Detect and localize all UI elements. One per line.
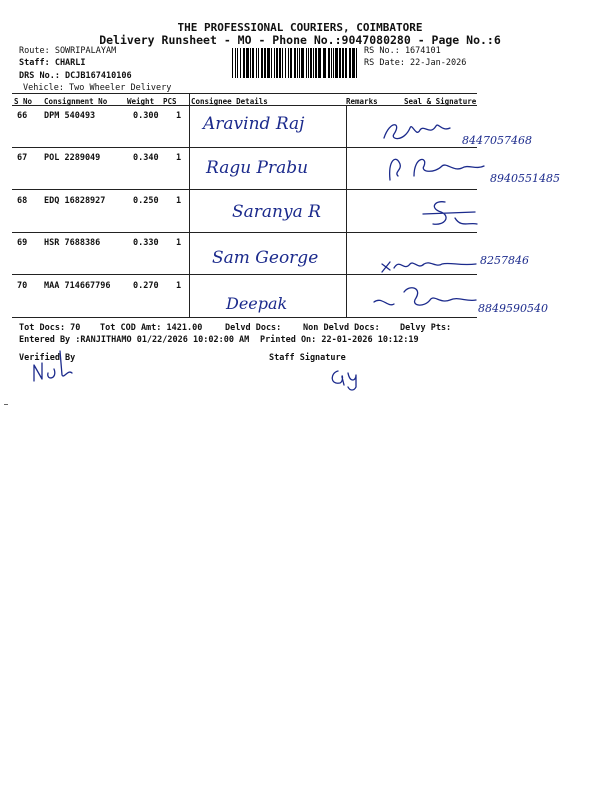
verified-by-label: Verified By bbox=[19, 353, 76, 363]
drs-label: DRS No.: DCJB167410106 bbox=[19, 71, 132, 81]
barcode-bar bbox=[318, 48, 321, 78]
barcode-bar bbox=[339, 48, 341, 78]
row-sno: 69 bbox=[17, 238, 28, 248]
barcode-bar bbox=[246, 48, 249, 78]
signature-image bbox=[380, 254, 480, 276]
col-header-weight: Weight bbox=[127, 97, 155, 106]
barcode-bar bbox=[294, 48, 296, 78]
barcode-bar bbox=[342, 48, 344, 78]
barcode-bar bbox=[288, 48, 289, 78]
barcode-bar bbox=[313, 48, 314, 78]
staff-signature-label: Staff Signature bbox=[269, 353, 346, 363]
barcode-bar bbox=[306, 48, 307, 78]
col-header-remarks: Remarks bbox=[346, 97, 378, 106]
phone-handwriting: 8940551485 bbox=[490, 172, 560, 185]
staff-signature-image bbox=[328, 365, 368, 389]
signature-image bbox=[384, 150, 494, 186]
consignee-handwriting: Deepak bbox=[226, 294, 288, 313]
barcode-bar bbox=[335, 48, 338, 78]
col-header-sno: S No bbox=[14, 97, 33, 106]
barcode-bar bbox=[240, 48, 241, 78]
barcode-bar bbox=[252, 48, 254, 78]
row-sno: 68 bbox=[17, 196, 28, 206]
total-docs: Tot Docs: 70 bbox=[19, 323, 81, 333]
barcode-bar bbox=[232, 48, 233, 78]
barcode-bar bbox=[243, 48, 245, 78]
column-divider bbox=[189, 93, 190, 317]
row-pcs: 1 bbox=[176, 196, 182, 206]
row-weight: 0.250 bbox=[133, 196, 159, 206]
barcode-bar bbox=[235, 48, 236, 78]
row-weight: 0.300 bbox=[133, 111, 159, 121]
barcode-bar bbox=[290, 48, 292, 78]
row-pcs: 1 bbox=[176, 153, 182, 163]
consignee-handwriting: Aravind Raj bbox=[203, 114, 305, 134]
barcode-bar bbox=[310, 48, 312, 78]
phone-handwriting: 8447057468 bbox=[462, 134, 532, 147]
table-top-rule bbox=[12, 93, 477, 94]
phone-handwriting: 8849590540 bbox=[478, 302, 548, 315]
row-pcs: 1 bbox=[176, 111, 182, 121]
non-delivered-docs: Non Delvd Docs: bbox=[303, 323, 380, 333]
barcode-bar bbox=[349, 48, 351, 78]
barcode-bar bbox=[285, 48, 286, 78]
consignee-handwriting: Sam George bbox=[212, 248, 319, 268]
row-sno: 70 bbox=[17, 281, 28, 291]
col-header-consignment: Consignment No bbox=[44, 97, 108, 106]
row-divider bbox=[12, 147, 477, 148]
barcode-bar bbox=[333, 48, 334, 78]
row-divider bbox=[12, 232, 477, 233]
row-consignment: MAA 714667796 bbox=[44, 281, 111, 291]
col-header-pcs: PCS bbox=[163, 97, 177, 106]
barcode-bar bbox=[356, 48, 357, 78]
barcode-bar bbox=[308, 48, 309, 78]
signature-image bbox=[415, 198, 485, 232]
row-consignment: EDQ 16828927 bbox=[44, 196, 106, 206]
signature-image bbox=[370, 282, 480, 318]
row-weight: 0.340 bbox=[133, 153, 159, 163]
row-consignment: HSR 7688386 bbox=[44, 238, 101, 248]
barcode-bar bbox=[279, 48, 281, 78]
barcode-bar bbox=[274, 48, 275, 78]
barcode-image bbox=[232, 48, 360, 78]
consignee-handwriting: Saranya R bbox=[232, 202, 321, 222]
route-label: Route: SOWRIPALAYAM bbox=[19, 46, 117, 56]
barcode-bar bbox=[297, 48, 298, 78]
barcode-bar bbox=[323, 48, 326, 78]
phone-handwriting: 8257846 bbox=[480, 254, 529, 267]
barcode-bar bbox=[352, 48, 355, 78]
verifier-signature-image bbox=[28, 345, 78, 385]
scan-mark bbox=[4, 404, 8, 405]
total-cod-amount: Tot COD Amt: 1421.00 bbox=[100, 323, 203, 333]
barcode-bar bbox=[331, 48, 332, 78]
col-header-seal: Seal & Signature bbox=[404, 97, 477, 106]
barcode-bar bbox=[261, 48, 263, 78]
signature-image bbox=[380, 118, 460, 146]
barcode-bar bbox=[237, 48, 238, 78]
delivery-points: Delvy Pts: bbox=[400, 323, 452, 333]
runsheet-subtitle: Delivery Runsheet - MO - Phone No.:9047080280 - Page No.:6 bbox=[99, 33, 501, 47]
row-consignment: POL 2289049 bbox=[44, 153, 101, 163]
barcode-bar bbox=[271, 48, 272, 78]
barcode-bar bbox=[315, 48, 317, 78]
rs-number: RS No.: 1674101 bbox=[364, 46, 441, 56]
row-sno: 67 bbox=[17, 153, 28, 163]
row-weight: 0.330 bbox=[133, 238, 159, 248]
row-divider bbox=[12, 189, 477, 190]
row-sno: 66 bbox=[17, 111, 28, 121]
barcode-bar bbox=[258, 48, 259, 78]
consignee-handwriting: Ragu Prabu bbox=[206, 158, 309, 178]
barcode-bar bbox=[345, 48, 347, 78]
company-title: THE PROFESSIONAL COURIERS, COIMBATORE bbox=[177, 21, 423, 34]
row-weight: 0.270 bbox=[133, 281, 159, 291]
barcode-bar bbox=[267, 48, 270, 78]
entered-by: Entered By :RANJITHAMO 01/22/2026 10:02:00 AM bbox=[19, 335, 250, 345]
row-pcs: 1 bbox=[176, 238, 182, 248]
barcode-bar bbox=[299, 48, 300, 78]
rs-date: RS Date: 22-Jan-2026 bbox=[364, 58, 467, 68]
vehicle-label: Vehicle: Two Wheeler Delivery bbox=[23, 83, 172, 93]
delivered-docs: Delvd Docs: bbox=[225, 323, 282, 333]
row-consignment: DPM 540493 bbox=[44, 111, 96, 121]
barcode-bar bbox=[250, 48, 251, 78]
col-header-consignee: Consignee Details bbox=[191, 97, 268, 106]
barcode-bar bbox=[256, 48, 257, 78]
barcode-bar bbox=[328, 48, 330, 78]
column-divider bbox=[346, 105, 347, 317]
staff-label: Staff: CHARLI bbox=[19, 58, 86, 68]
barcode-bar bbox=[264, 48, 266, 78]
barcode-bar bbox=[276, 48, 278, 78]
barcode-bar bbox=[282, 48, 283, 78]
barcode-bar bbox=[301, 48, 304, 78]
row-pcs: 1 bbox=[176, 281, 182, 291]
printed-on: Printed On: 22-01-2026 10:12:19 bbox=[260, 335, 419, 345]
